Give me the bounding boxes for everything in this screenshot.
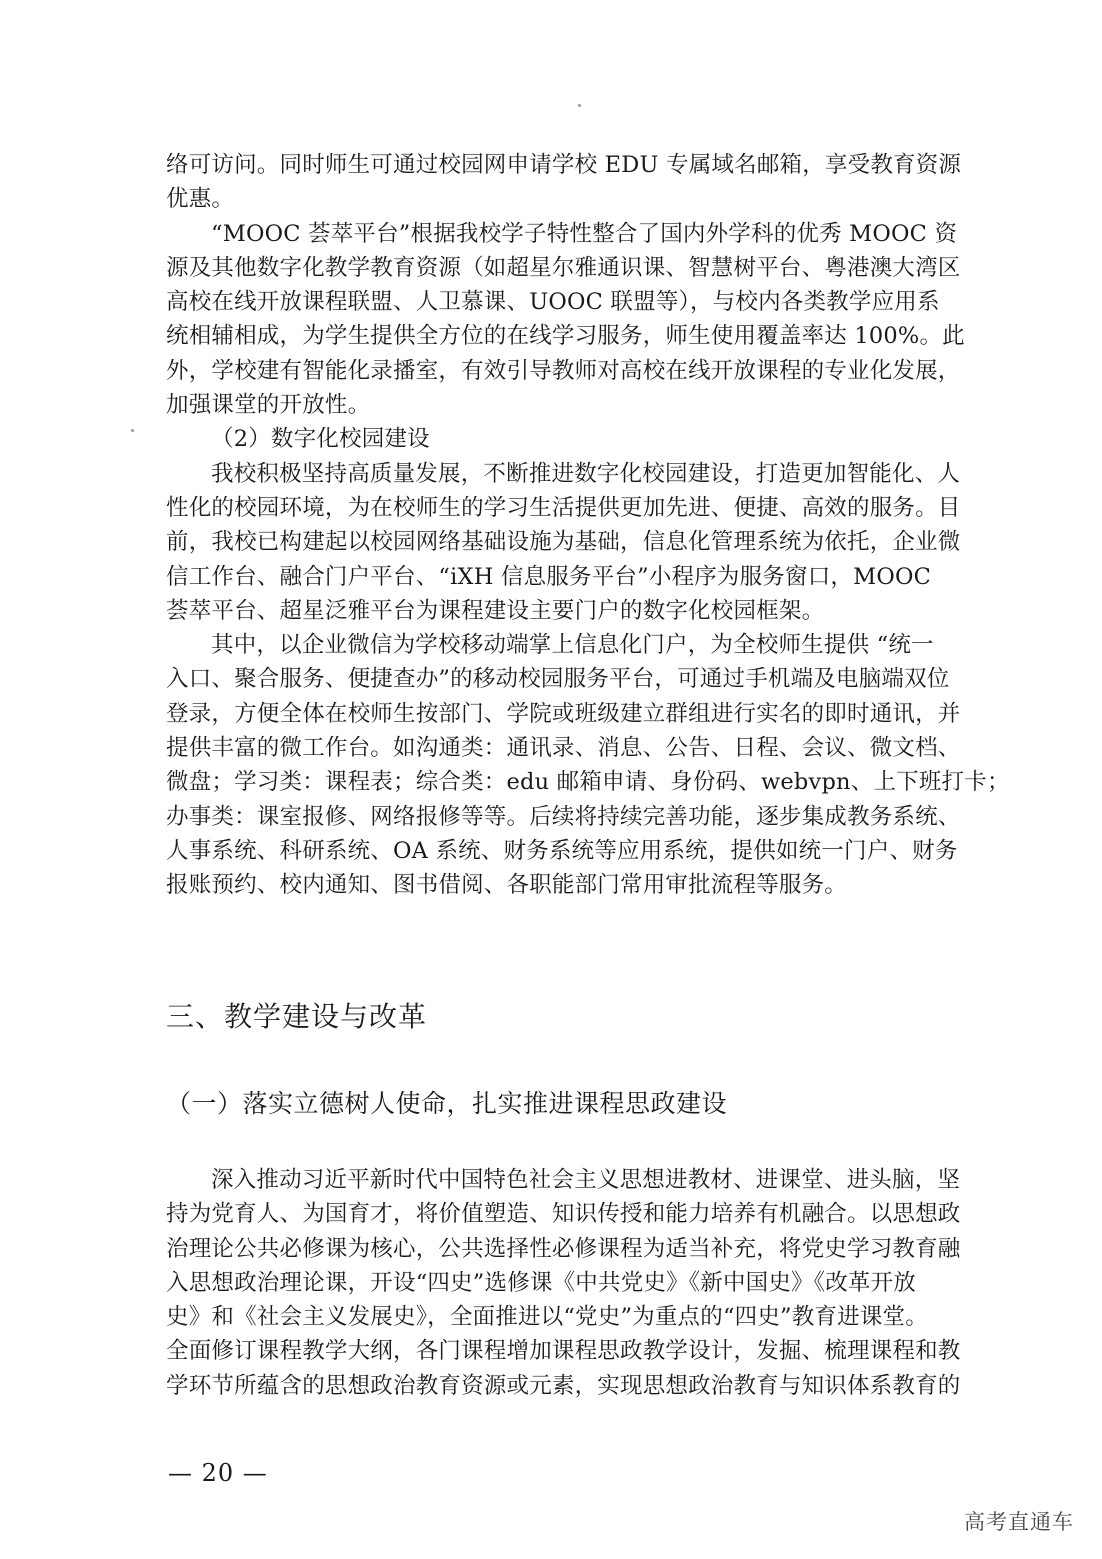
paragraph xyxy=(166,148,962,217)
text-line: “MOOC 荟萃平台”根据我校学子特性整合了国内外学科的优秀 MOOC 资 xyxy=(211,220,958,247)
text-line: 络可访问。同时师生可通过校园网申请学校 EDU 专属域名邮箱，享受教育资源 xyxy=(166,152,962,178)
paragraph xyxy=(152,217,958,251)
section-heading: 三、教学建设与改革 xyxy=(166,1000,428,1033)
text-line: 提供丰富的微工作台。如沟通类：通讯录、消息、公告、日程、会议、微文档、 xyxy=(166,735,961,762)
text-line: 加强课堂的开放性。 xyxy=(166,392,371,419)
paragraph xyxy=(166,662,1010,902)
text-line: 深入推动习近平新时代中国特色社会主义思想进教材、进课堂、进头脑，坚 xyxy=(211,1167,961,1193)
text-line: 信工作台、融合门户平台、“iXH 信息服务平台”小程序为服务窗口，MOOC xyxy=(166,563,932,590)
text-line: 入口、聚合服务、便捷查办”的移动校园服务平台，可通过手机端及电脑端双位 xyxy=(166,666,950,693)
watermark-text: 高考直通车 xyxy=(964,1510,1074,1534)
text-line: 优惠。 xyxy=(166,186,235,213)
text-line: 性化的校园环境，为在校师生的学习生活提供更加先进、便捷、高效的服务。目 xyxy=(166,494,961,521)
subsection-heading: （一）落实立德树人使命，扎实推进课程思政建设 xyxy=(166,1089,728,1118)
paragraph xyxy=(166,491,961,628)
text-line: 高校在线开放课程联盟、人卫慕课、UOOC 联盟等），与校内各类教学应用系 xyxy=(166,289,940,316)
subheading-digital-campus xyxy=(166,422,938,456)
text-line: 史》和《社会主义发展史》，全面推进以“党史”为重点的“四史”教育进课堂。 xyxy=(166,1304,928,1331)
text-line: 治理论公共必修课为核心，公共选择性必修课程为适当补充，将党史学习教育融 xyxy=(166,1235,961,1262)
page-number: — 20 — xyxy=(168,1459,268,1487)
text-line: 统相辅相成，为学生提供全方位的在线学习服务，师生使用覆盖率达 100%。此 xyxy=(166,323,965,350)
text-line: 人事系统、科研系统、OA 系统、财务系统等应用系统，提供如统一门户、财务 xyxy=(166,837,958,864)
text-line: 微盘；学习类：课程表；综合类：edu 邮箱申请、身份码、webvpn、上下班打卡； xyxy=(166,769,1010,796)
text-line: 办事类：课室报修、网络报修等等。后续将持续完善功能，逐步集成教务系统、 xyxy=(166,803,961,830)
text-line: 我校积极坚持高质量发展，不断推进数字化校园建设，打造更加智能化、人 xyxy=(211,460,961,487)
text-line: 外，学校建有智能化录播室，有效引导教师对高校在线开放课程的专业化发展， xyxy=(166,357,961,384)
scan-speck xyxy=(578,104,581,107)
text-line: 源及其他数字化教学教育资源（如超星尔雅通识课、智慧树平台、粤港澳大湾区 xyxy=(166,254,961,281)
text-line: 登录，方便全体在校师生按部门、学院或班级建立群组进行实名的即时通讯，并 xyxy=(166,700,961,727)
text-line: 持为党育人、为国育才，将价值塑造、知识传授和能力培养有机融合。以思想政 xyxy=(166,1201,961,1228)
body-text-bottom xyxy=(166,1163,961,1403)
text-line: 荟萃平台、超星泛雅平台为课程建设主要门户的数字化校园框架。 xyxy=(166,597,825,624)
paragraph xyxy=(166,1197,961,1403)
paragraph xyxy=(166,628,938,662)
text-line: 前，我校已构建起以校园网络基础设施为基础，信息化管理系统为依托，企业微 xyxy=(166,529,961,556)
text-line: 全面修订课程教学大纲，各门课程增加课程思政教学设计，发掘、梳理课程和教 xyxy=(166,1338,961,1365)
body-text-top xyxy=(166,148,1010,903)
paragraph xyxy=(166,1163,961,1197)
paragraph xyxy=(166,251,965,422)
text-line: 学环节所蕴含的思想政治教育资源或元素，实现思想政治教育与知识体系教育的 xyxy=(166,1372,961,1399)
text-line: 报账预约、校内通知、图书借阅、各职能部门常用审批流程等服务。 xyxy=(166,872,848,899)
paragraph xyxy=(166,457,961,491)
text-line: （2）数字化校园建设 xyxy=(211,426,430,453)
text-line: 其中，以企业微信为学校移动端掌上信息化门户，为全校师生提供 “统一 xyxy=(211,632,934,659)
text-line: 入思想政治理论课，开设“四史”选修课《中共党史》《新中国史》《改革开放 xyxy=(166,1269,917,1296)
scan-speck xyxy=(131,429,134,432)
